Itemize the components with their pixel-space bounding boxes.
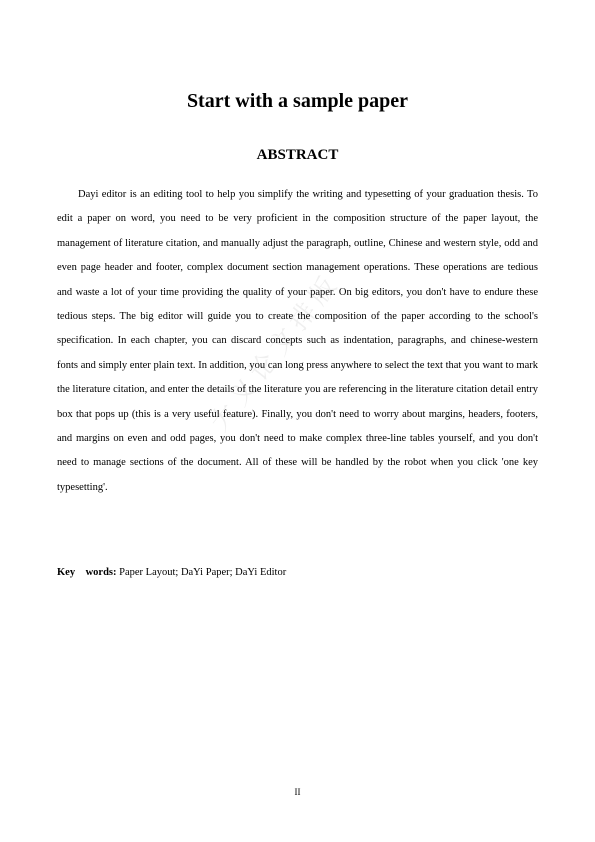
paper-title: Start with a sample paper: [186, 90, 409, 112]
abstract-heading: ABSTRACT: [256, 147, 339, 163]
keywords-line: [57, 563, 538, 583]
abstract-body: Dayi editor is an editing tool to help you simplify the writing and typesetting of your graduation thesis. To edit a paper on word, you need to be very proficient in the composition structure of the paper layout, the management of literature citation, and manually adjust the paragraph, outline, Chinese and western style, odd and even page header and footer, complex document section management operations. These operations are tedious and waste a lot of your time providing the quality of your paper. On big editors, you don't have to endure these tedious steps. The big editor will guide you to create the composition of the paper according to the school's specification. In each chapter, you can discard concepts such as indentation, paragraphs, and chinese-western fonts and simply enter plain text. In addition, you can long press anywhere to select the text that you want to mark the literature citation, and enter the details of the literature you are referencing in the literature citation detail entry box that pops up (this is a very useful feature). Finally, you don't need to worry about margins, headers, footers, and margins on even and odd pages, you don't need to make complex three-line tables yourself, and you don't need to manage sections of the document. All of these will be handled by the robot when you click 'one key typesetting'.: [57, 189, 538, 493]
keywords-label: Key words:: [57, 567, 117, 578]
keywords-text: Paper Layout; DaYi Paper; DaYi Editor: [116, 567, 287, 578]
page-number: II: [294, 787, 301, 797]
watermark-logo: 大义论文排版: [204, 267, 347, 438]
